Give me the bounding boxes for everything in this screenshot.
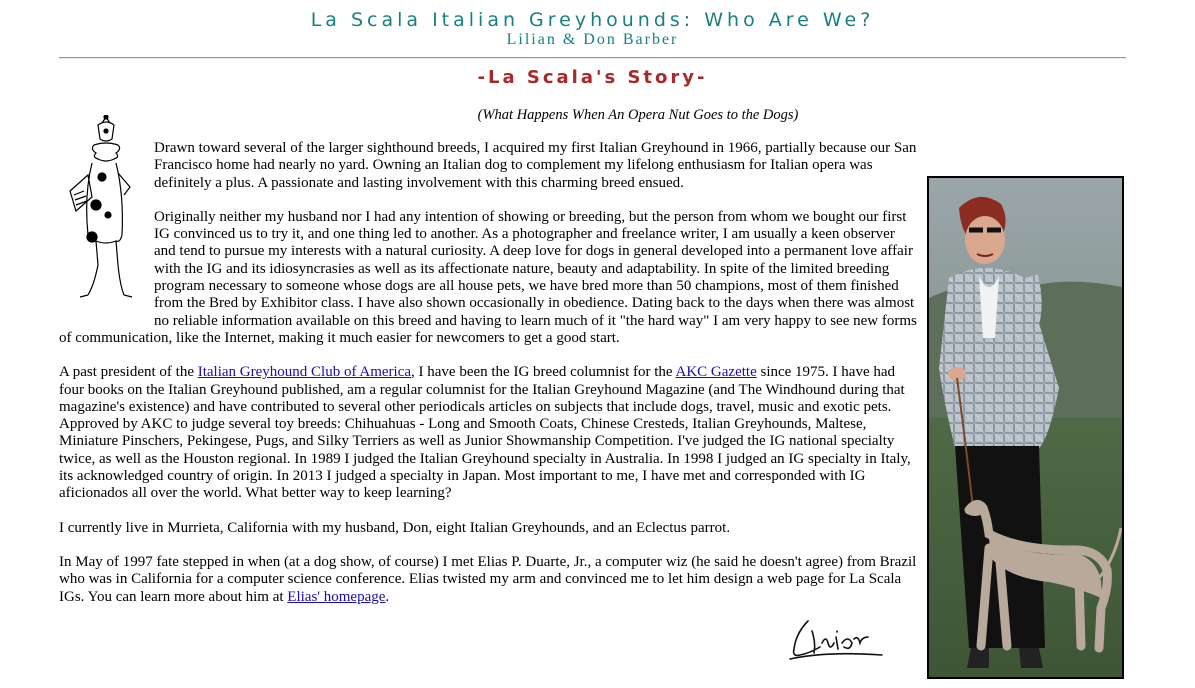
page-title: La Scala Italian Greyhounds: Who Are We? bbox=[310, 9, 875, 31]
paragraph-showing: Originally neither my husband nor I had any intention of showing or breeding, but the person from whom we bought our first IG convinced us to try it, and one thing led to another. As a photographer and freelance writer, I am usually a keen observer and tend to pursue my interests with a natural curiosity. A deep love for dogs in general developed into a permanent love affair with the IG and its idiosyncrasies as well as its affectionate nature, beauty and adaptability. In spite of the limited breeding program necessary to someone whose dogs are all house pets, we have bred more than 50 champions, most of them finished from the Bred by Exhibitor class. I have also shown occasionally in obedience. Dating back to the days when there was almost no reliable information available on this breed and having to learn much of it "the hard way" I am very happy to see new forms of communication, like the Internet, making it much easier for newcomers to get a good start. bbox=[59, 208, 917, 346]
paragraph-intro: Drawn toward several of the larger sighthound breeds, I acquired my first Italian Greyhound in 1966, partially because our San Francisco home had nearly no yard. Owning an Italian dog to complement my lifelong enthusiasm for Italian opera was definitely a plus. A passionate and lasting involvement with this charming breed ensued. bbox=[154, 140, 917, 191]
story-body bbox=[59, 140, 1125, 681]
elias-homepage-link[interactable]: Elias' homepage bbox=[287, 588, 386, 605]
paragraph-career: A past president of the Italian Greyhound Club of America, I have been the IG breed columnist for the AKC Gazette since 1975. I have had four books on the Italian Greyhound published, am a regular columnist for the Italian Greyhound Magazine (and The Windhound during that magazine's existence) and have contributed to several other periodicals articles on subjects that include dogs, travel, music and exotic pets. Approved by AKC to judge several toy breeds: Chihuahuas - Long and Smooth Coats, Chinese Cresteds, Italian Greyhounds, Maltese, Miniature Pinschers, Pekingese, Pugs, and Silky Terriers as well as Junior Showmanship Competition. I've judged the IG national specialty twice, as well as the Houston regional. In 1989 I judged the Italian Greyhound specialty in Australia. In 1998 I judged an IG specialty in Italy, its acknowledged country of origin. In 2013 I judged a specialty in Japan. Most important to me, I have met and corresponded with IG aficionados all over the world. What better way to keep learning? bbox=[59, 364, 911, 502]
signature-lilian bbox=[786, 613, 886, 663]
akc-gazette-link[interactable]: AKC Gazette bbox=[675, 364, 757, 381]
igca-link[interactable]: Italian Greyhound Club of America bbox=[197, 364, 412, 381]
header-divider bbox=[59, 57, 1126, 59]
paragraph-home: I currently live in Murrieta, California with my husband, Don, eight Italian Greyhounds, and an Eclectus parrot. bbox=[59, 519, 731, 536]
story-title: -La Scala's Story- bbox=[477, 67, 708, 88]
story-subtitle: (What Happens When An Opera Nut Goes to the Dogs) bbox=[477, 107, 799, 123]
page-subtitle: Lilian & Don Barber bbox=[506, 31, 679, 48]
paragraph-elias: In May of 1997 fate stepped in when (at a dog show, of course) I met Elias P. Duarte, Jr., a computer wiz (he said he doesn't agree) from Brazil who was in California for a computer science conference. Elias twisted my arm and convinced me to let him design a web page for La Scala IGs. You can learn more about him at Elias' homepage. bbox=[59, 553, 917, 605]
